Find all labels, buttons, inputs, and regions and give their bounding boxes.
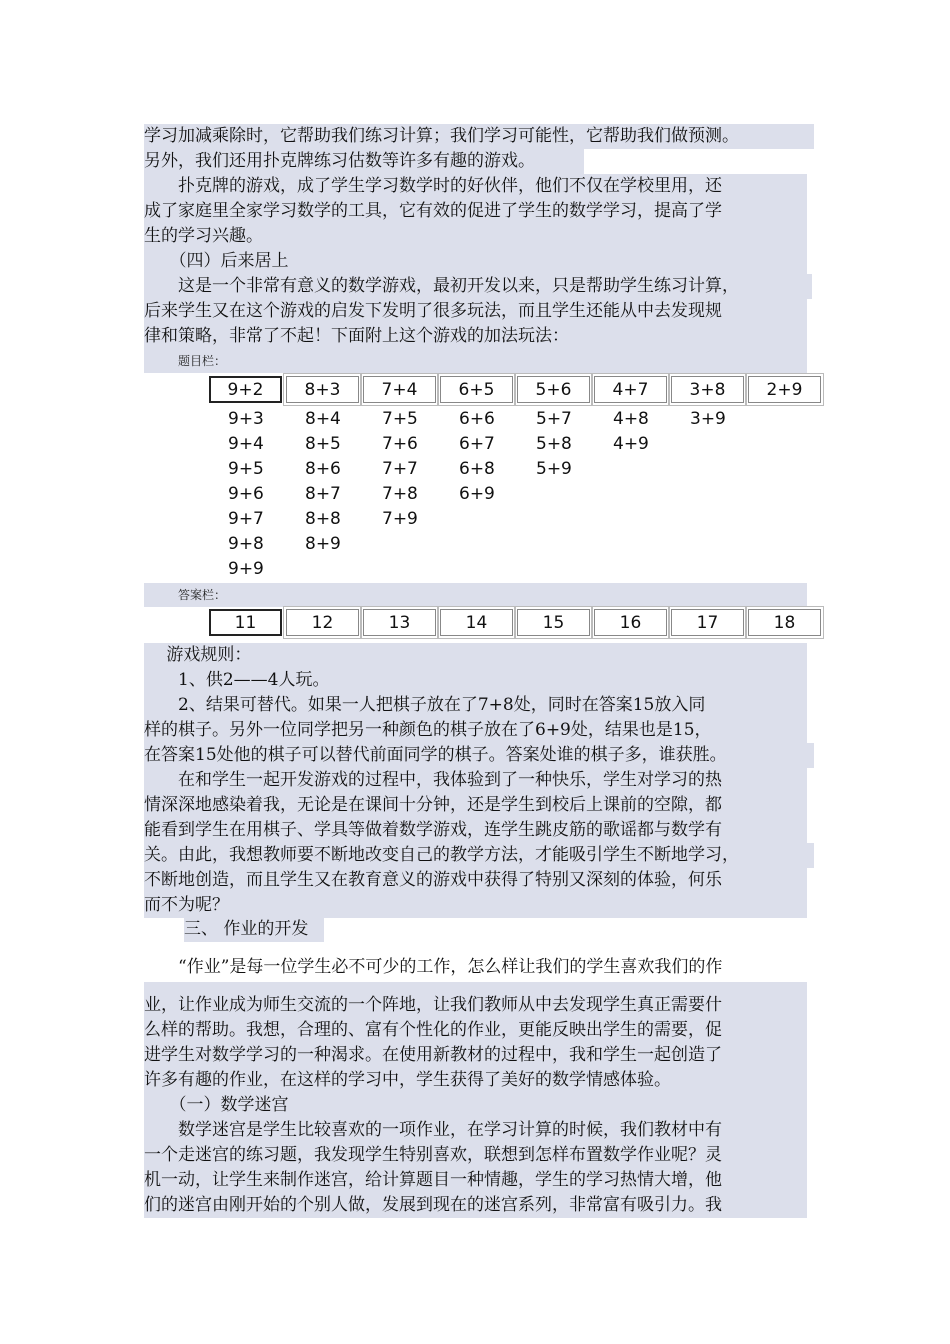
question-item: 5+9: [536, 459, 572, 479]
text-line: 业，让作业成为师生交流的一个阵地，让我们教师从中去发现学生真正需要什: [144, 993, 807, 1018]
question-cell: 6+5: [440, 376, 513, 403]
text-line: 后来学生又在这个游戏的启发下发明了很多玩法，而且学生还能从中去发现规: [144, 299, 807, 324]
question-item: 7+6: [382, 434, 418, 454]
text-line: 进学生对数学学习的一种渴求。在使用新教材的过程中，我和学生一起创造了: [144, 1043, 807, 1068]
question-item: 8+8: [305, 509, 341, 529]
text-line: 扑克牌的游戏，成了学生学习数学时的好伙伴，他们不仅在学校里用，还: [144, 174, 807, 199]
question-column-7: [382, 407, 418, 532]
text-line: 在和学生一起开发游戏的过程中，我体验到了一种快乐，学生对学习的热: [144, 768, 807, 793]
question-item: 5+8: [536, 434, 572, 454]
text-line: 样的棋子。另外一位同学把另一种颜色的棋子放在了6+9处，结果也是15，: [144, 718, 807, 743]
text-line: 在答案15处他的棋子可以替代前面同学的棋子。答案处谁的棋子多，谁获胜。: [144, 743, 814, 768]
question-item: 6+9: [459, 484, 495, 504]
answer-cell: 17: [671, 609, 744, 636]
question-cell: 2+9: [748, 376, 821, 403]
question-item: 9+6: [228, 484, 264, 504]
question-item: 8+4: [305, 409, 341, 429]
rules-title: 游戏规则：: [144, 643, 807, 668]
question-cell: 8+3: [286, 376, 359, 403]
answer-cell: 13: [363, 609, 436, 636]
question-column-4: [613, 407, 649, 457]
question-item: 8+7: [305, 484, 341, 504]
question-item: 6+8: [459, 459, 495, 479]
text-line: 数学迷宫是学生比较喜欢的一项作业，在学习计算的时候，我们教材中有: [144, 1118, 807, 1143]
text-line: 律和策略，非常了不起！下面附上这个游戏的加法玩法：: [144, 324, 807, 349]
question-item: 3+9: [690, 409, 726, 429]
answer-cell: 18: [748, 609, 821, 636]
answer-label-band: [144, 583, 807, 607]
question-item: 6+7: [459, 434, 495, 454]
answer-cell: 12: [286, 609, 359, 636]
question-item: 8+6: [305, 459, 341, 479]
text-line: “作业”是每一位学生必不可少的工作，怎么样让我们的学生喜欢我们的作: [144, 957, 723, 977]
section-heading: 三、 作业的开发: [184, 917, 324, 942]
text-line: 而不为呢？: [144, 893, 807, 918]
answer-cell: 11: [209, 609, 282, 636]
answer-cell: 14: [440, 609, 513, 636]
text-line: 能看到学生在用棋子、学具等做着数学游戏，连学生跳皮筋的歌谣都与数学有: [144, 818, 807, 843]
question-item: 6+6: [459, 409, 495, 429]
question-cell: 7+4: [363, 376, 436, 403]
question-item: 9+7: [228, 509, 264, 529]
text-line: 情深深地感染着我，无论是在课间十分钟，还是学生到校后上课前的空隙，都: [144, 793, 807, 818]
text-line: 们的迷宫由刚开始的个别人做，发展到现在的迷宫系列，非常富有吸引力。我: [144, 1193, 807, 1218]
question-cell: 3+8: [671, 376, 744, 403]
question-label-band: [144, 349, 807, 373]
question-item: 8+9: [305, 534, 341, 554]
text-line: 生的学习兴趣。: [144, 224, 807, 249]
question-item: 7+8: [382, 484, 418, 504]
question-column-9: [228, 407, 264, 582]
question-cell: 4+7: [594, 376, 667, 403]
text-line: 1、供2——4人玩。: [144, 668, 807, 693]
question-item: 5+7: [536, 409, 572, 429]
question-item: 7+7: [382, 459, 418, 479]
question-item: 9+4: [228, 434, 264, 454]
text-line: 一个走迷宫的练习题，我发现学生特别喜欢，联想到怎样布置数学作业呢？灵: [144, 1143, 807, 1168]
text-line: 2、结果可替代。如果一人把棋子放在了7+8处，同时在答案15放入同: [144, 693, 807, 718]
question-label: 题目栏：: [178, 354, 227, 368]
subheading: （一）数学迷宫: [144, 1093, 807, 1118]
text-line: 成了家庭里全家学习数学的工具，它有效的促进了学生的数学学习，提高了学: [144, 199, 807, 224]
subheading: （四）后来居上: [144, 249, 807, 274]
text-line: 么样的帮助。我想，合理的、富有个性化的作业，更能反映出学生的需要，促: [144, 1018, 807, 1043]
answer-cell: 15: [517, 609, 590, 636]
text-line: 机一动，让学生来制作迷宫，给计算题目一种情趣，学生的学习热情大增，他: [144, 1168, 807, 1193]
question-column-8: [305, 407, 341, 557]
question-item: 7+9: [382, 509, 418, 529]
question-item: 4+9: [613, 434, 649, 454]
question-item: 8+5: [305, 434, 341, 454]
text-line: 这是一个非常有意义的数学游戏，最初开发以来，只是帮助学生练习计算，: [144, 274, 812, 299]
question-item: 7+5: [382, 409, 418, 429]
text-line: 另外，我们还用扑克牌练习估数等许多有趣的游戏。: [144, 149, 584, 174]
text-line: 关。由此，我想教师要不断地改变自己的教学方法，才能吸引学生不断地学习，: [144, 843, 814, 868]
question-item: 4+8: [613, 409, 649, 429]
question-cell: 5+6: [517, 376, 590, 403]
answer-cell: 16: [594, 609, 667, 636]
question-item: 9+5: [228, 459, 264, 479]
text-line: 许多有趣的作业，在这样的学习中，学生获得了美好的数学情感体验。: [144, 1068, 807, 1093]
question-header-row: [209, 376, 825, 403]
text-line: 学习加减乘除时，它帮助我们练习计算；我们学习可能性，它帮助我们做预测。: [144, 124, 814, 149]
question-item: 9+9: [228, 559, 264, 579]
answer-row: [209, 609, 825, 636]
answer-label: 答案栏：: [178, 588, 227, 602]
question-item: 9+3: [228, 409, 264, 429]
question-column-3: [690, 407, 726, 432]
question-cell: 9+2: [209, 376, 282, 403]
question-column-5: [536, 407, 572, 482]
question-column-6: [459, 407, 495, 507]
question-item: 9+8: [228, 534, 264, 554]
text-line: 不断地创造，而且学生又在教育意义的游戏中获得了特别又深刻的体验，何乐: [144, 868, 807, 893]
